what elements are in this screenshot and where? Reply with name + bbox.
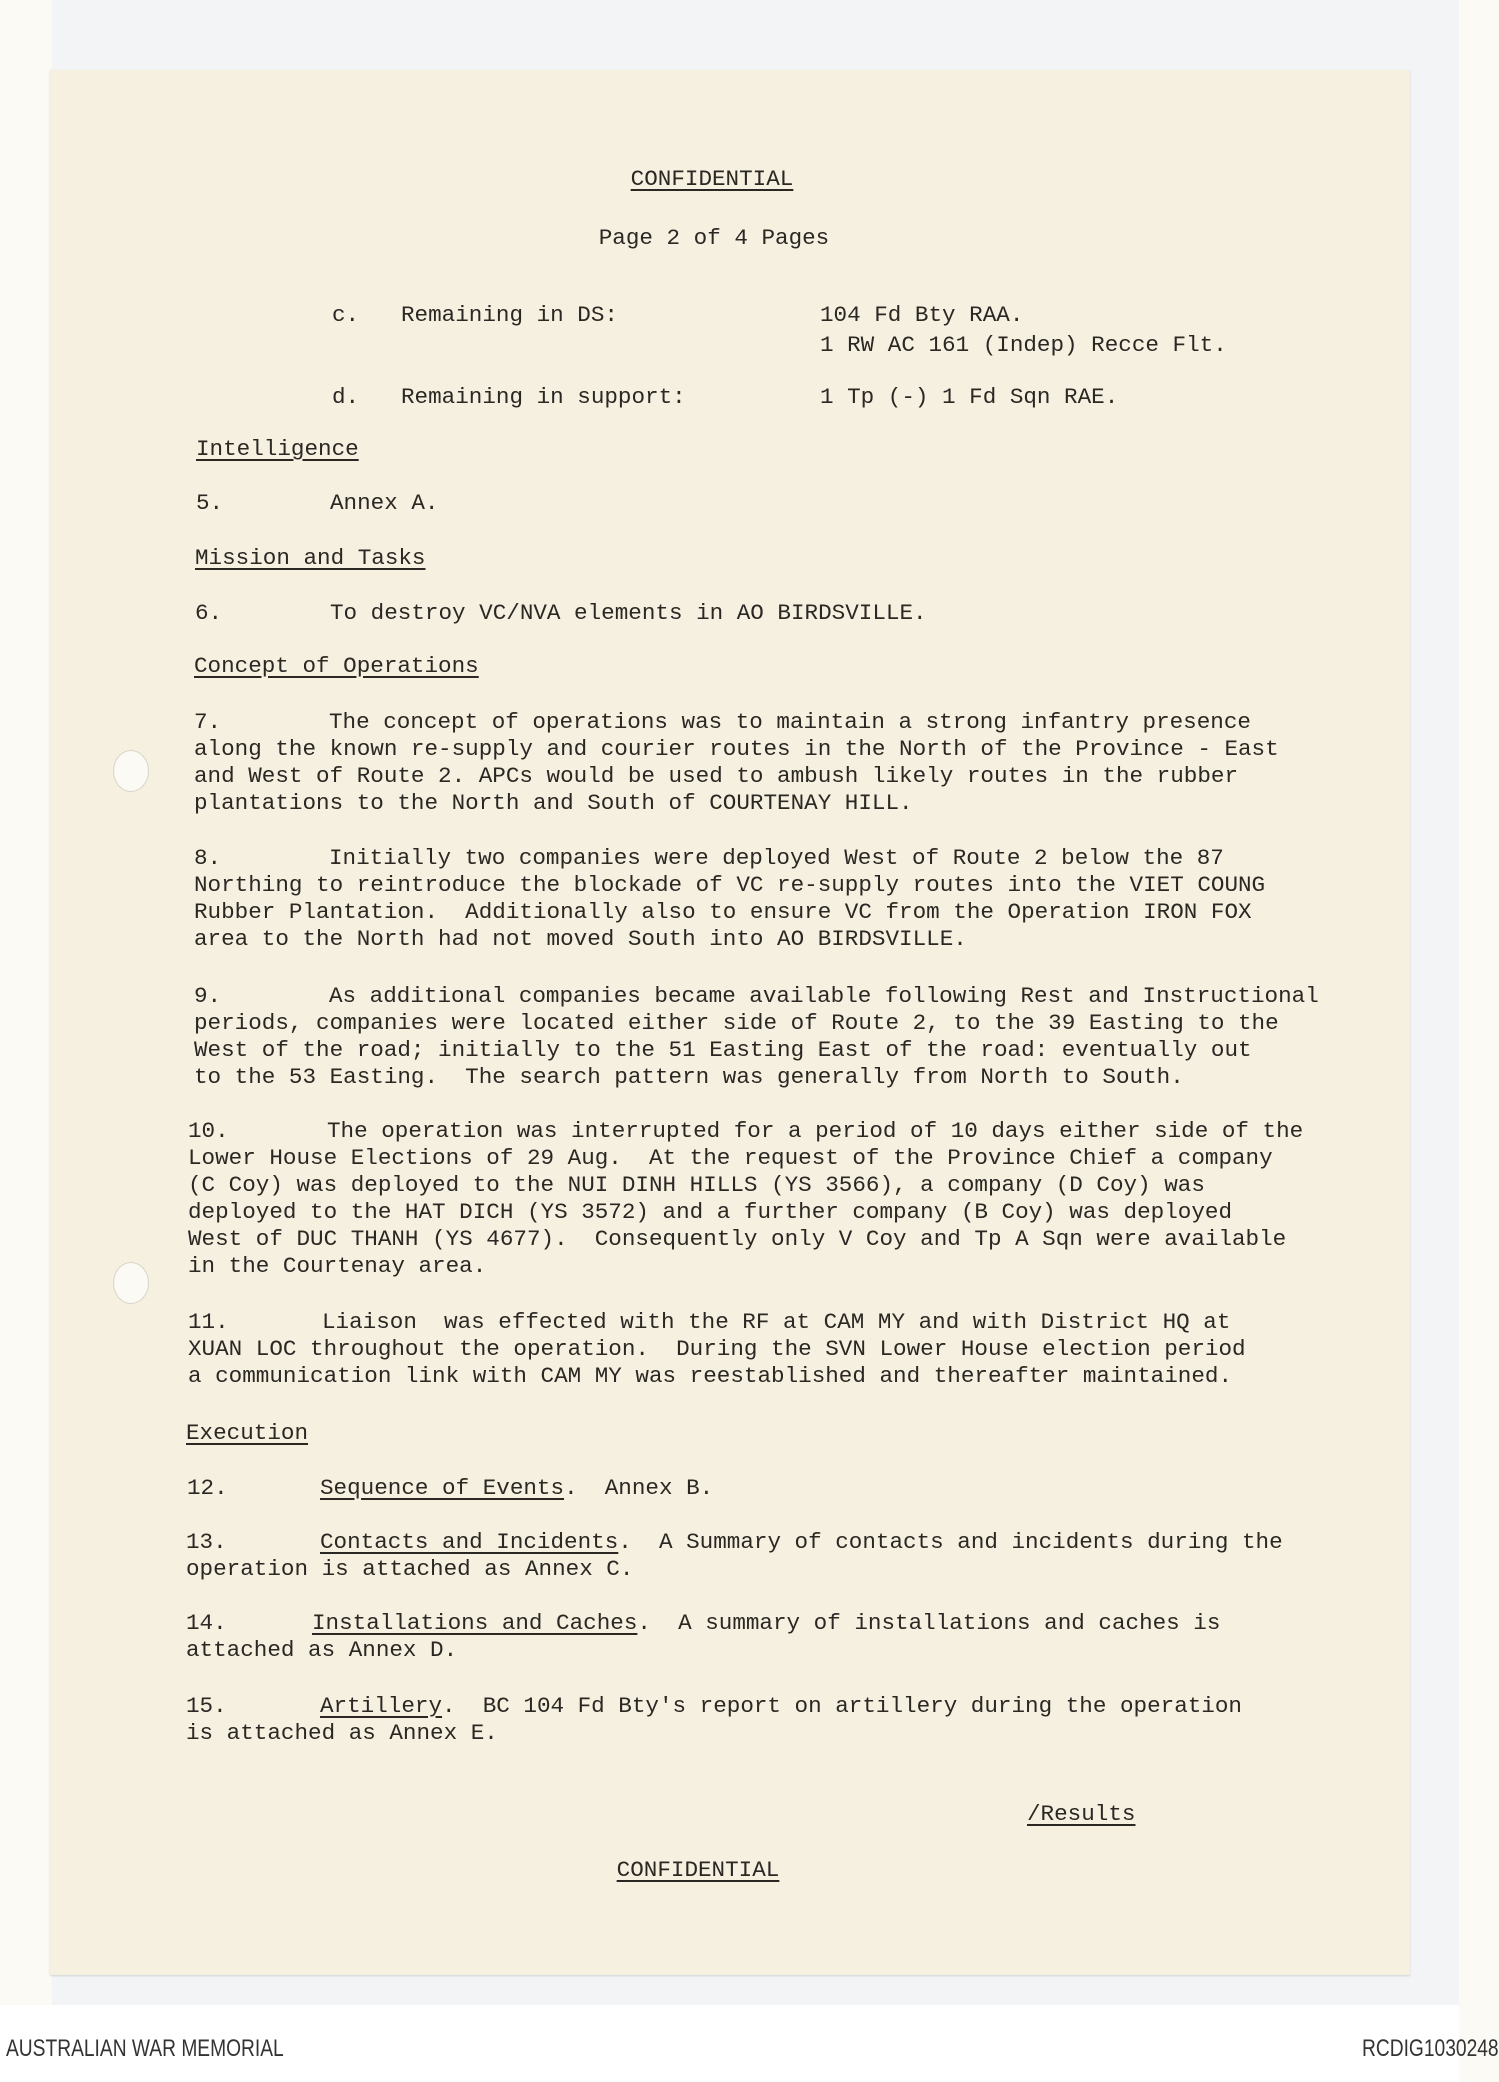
item-c-label: Remaining in DS: [401,302,618,328]
archive-id: RCDIG1030248 [1362,2035,1499,2062]
para-text: Liaison was effected with the RF at CAM MY and with District HQ at [322,1309,1231,1335]
para-text: a communication link with CAM MY was reestablished and thereafter maintained. [188,1363,1233,1389]
item-d-label: Remaining in support: [401,384,686,410]
para-number: 6. [195,600,223,626]
para-text: Annex A. [330,490,439,516]
para-text: The operation was interrupted for a period of 10 days either side of the [327,1118,1304,1144]
para-text: The concept of operations was to maintain a strong infantry presence [329,709,1251,735]
archive-footer [0,2005,1499,2082]
para-text: Lower House Elections of 29 Aug. At the request of the Province Chief a company [188,1145,1273,1171]
section-heading: Concept of Operations [194,653,479,679]
para-text: To destroy VC/NVA elements in AO BIRDSVILLE. [330,600,927,626]
para-text: Rubber Plantation. Additionally also to ensure VC from the Operation IRON FOX [194,899,1252,925]
para-number: 7. [194,709,222,735]
item-c-value: 104 Fd Bty RAA. [820,302,1024,328]
para-heading: Contacts and Incidents [320,1529,619,1555]
continuation-marker [1027,1801,1135,1828]
para-text: Initially two companies were deployed West of Route 2 below the 87 [329,845,1224,871]
para-text: (C Coy) was deployed to the NUI DINH HILLS (YS 3566), a company (D Coy) was [188,1172,1205,1198]
page-number: Page 2 of 4 Pages [598,225,830,251]
para-heading: Installations and Caches [312,1610,638,1636]
para-number: 5. [196,490,224,516]
item-c-number: c. [332,302,360,328]
section-heading: Execution [186,1420,309,1446]
para-text: area to the North had not moved South into AO BIRDSVILLE. [194,926,967,952]
para-text: to the 53 Easting. The search pattern was generally from North to South. [194,1064,1184,1090]
para-text: XUAN LOC throughout the operation. During the SVN Lower House election period [188,1336,1246,1362]
para-text: As additional companies became available following Rest and Instructional [329,983,1319,1009]
para-text: operation is attached as Annex C. [186,1556,634,1582]
punch-hole [113,1262,149,1304]
para-text: West of the road; initially to the 51 Easting East of the road: eventually out [194,1037,1252,1063]
para-text: . Annex B. [564,1475,714,1501]
para-text: is attached as Annex E. [186,1720,498,1746]
para-text: deployed to the HAT DICH (YS 3572) and a further company (B Coy) was deployed [188,1199,1233,1225]
para-text: attached as Annex D. [186,1637,458,1663]
para-heading: Artillery [320,1693,443,1719]
archive-name: AUSTRALIAN WAR MEMORIAL [6,2035,284,2062]
section-heading: Mission and Tasks [195,545,426,571]
para-number: 12. [187,1475,228,1501]
para-text: and West of Route 2. APCs would be used to ambush likely routes in the rubber [194,763,1239,789]
para-number: 8. [194,845,222,871]
para-number: 11. [188,1309,229,1335]
item-c-value: 1 RW AC 161 (Indep) Recce Flt. [820,332,1227,358]
para-text: plantations to the North and South of COURTENAY HILL. [194,790,913,816]
para-number: 10. [188,1118,229,1144]
para-first-line [320,1693,1242,1720]
para-first-line [320,1529,1283,1556]
para-text: along the known re-supply and courier routes in the North of the Province - East [194,736,1279,762]
section-heading: Intelligence [196,436,359,462]
para-number: 15. [186,1693,227,1719]
para-text: . A Summary of contacts and incidents during the [618,1529,1283,1555]
continuation-text: /Results [1027,1801,1136,1827]
para-number: 14. [186,1610,227,1636]
para-first-line [320,1475,713,1502]
para-text: . BC 104 Fd Bty's report on artillery during the operation [442,1693,1242,1719]
para-text: periods, companies were located either side of Route 2, to the 39 Easting to the [194,1010,1279,1036]
para-heading: Sequence of Events [320,1475,565,1501]
classification-footer: CONFIDENTIAL [616,1857,780,1883]
para-text: Northing to reintroduce the blockade of VC re-supply routes into the VIET COUNG [194,872,1266,898]
punch-hole [113,750,149,792]
item-d-value: 1 Tp (-) 1 Fd Sqn RAE. [820,384,1119,410]
item-d-number: d. [332,384,360,410]
para-text: West of DUC THANH (YS 4677). Consequently only V Coy and Tp A Sqn were available [188,1226,1287,1252]
para-text: in the Courtenay area. [188,1253,487,1279]
para-number: 13. [186,1529,227,1555]
classification-header: CONFIDENTIAL [630,166,794,192]
para-text: . A summary of installations and caches is [637,1610,1221,1636]
para-first-line [312,1610,1220,1637]
para-number: 9. [194,983,222,1009]
